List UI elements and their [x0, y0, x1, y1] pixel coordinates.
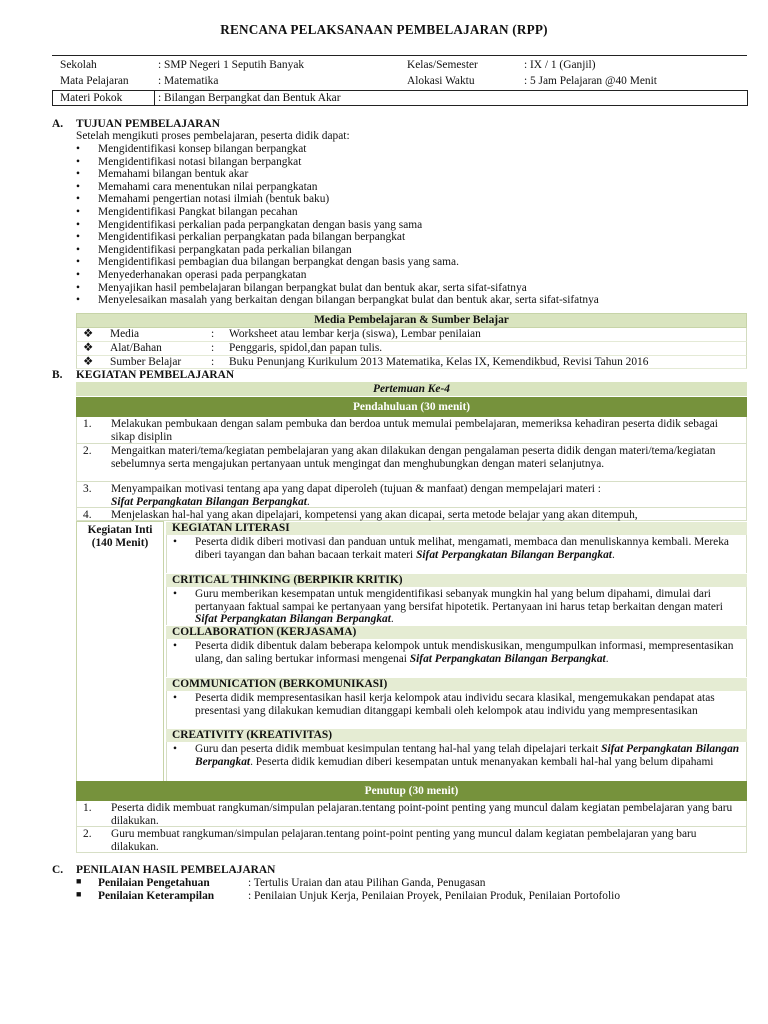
section-c-title: PENILAIAN HASIL PEMBELAJARAN — [76, 864, 276, 876]
pendahuluan-band: Pendahuluan (30 menit) — [76, 397, 747, 417]
square-bullet-icon: ■ — [76, 876, 82, 886]
creativity-body — [166, 742, 747, 782]
communication-text: Peserta didik mempresentasikan hasil kerja kelompok atau individu secara klasikal, mengemukakan pendapat atas presentasi yang dilakukan kemudian ditanggapi kembali oleh kelompok atau individu yang mempresentasikan — [195, 692, 715, 717]
table-row — [76, 482, 747, 508]
penutup-band: Penutup (30 menit) — [76, 781, 747, 801]
alat-colon: : — [211, 341, 215, 354]
media-table — [76, 313, 747, 369]
communication-body — [166, 691, 747, 729]
item-text: Peserta didik membuat rangkuman/simpulan pelajaran.tentang point-point penting yang muncul dalam kegiatan pembelajaran yang baru dilakukan. — [111, 802, 733, 827]
critical-thinking-text-after: . — [390, 613, 394, 626]
alokasi-value: : 5 Jam Pelajaran @40 Menit — [524, 75, 657, 87]
section-c-letter: C. — [52, 864, 64, 876]
table-row — [76, 508, 747, 521]
critical-thinking-header: CRITICAL THINKING (BERPIKIR KRITIK) — [166, 574, 747, 587]
square-bullet-icon: ■ — [76, 889, 82, 899]
item-text: Mengaitkan materi/tema/kegiatan pembelajaran yang akan dilakukan dengan pengalaman peserta didik dengan materi/tema/kegiatan sebelumnya serta mengajukan pertanyaan untuk mengingat dan menghubungkan dengan materi selanjutnya. — [111, 445, 716, 470]
alat-value: Penggaris, spidol,dan papan tulis. — [229, 341, 383, 354]
critical-thinking-text-plain: Guru memberikan kesempatan untuk mengidentifikasi sebanyak mungkin hal yang belum dipahami, dimulai dari pertanyaan faktual sampai ke pertanyaan yang bersifat hipotetik. Pertanyaan ini harus tetap berkaitan dengan materi — [195, 588, 723, 613]
critical-thinking-text-emphasis: Sifat Perpangkatan Bilangan Berpangkat — [195, 613, 391, 626]
list-item: • Mengidentifikasi notasi bilangan berpangkat — [76, 156, 599, 169]
penilaian-value: : Tertulis Uraian dan atau Pilihan Ganda, Penugasan — [248, 877, 486, 889]
table-row — [76, 827, 747, 853]
section-a-title: TUJUAN PEMBELAJARAN — [76, 118, 220, 130]
kelas-label: Kelas/Semester — [407, 59, 478, 71]
list-item: • Memahami pengertian notasi ilmiah (bentuk baku) — [76, 193, 599, 206]
alat-label: Alat/Bahan — [110, 341, 162, 354]
creativity-text-plain: Guru dan peserta didik membuat kesimpulan tentang hal-hal yang telah dipelajari terkait — [195, 743, 602, 755]
media-value: Worksheet atau lembar kerja (siswa), Lembar penilaian — [229, 328, 481, 340]
collaboration-text-emphasis: Sifat Perpangkatan Bilangan Berpangkat — [409, 652, 606, 665]
diamond-bullet-icon: ❖ — [83, 341, 94, 354]
sekolah-label: Sekolah — [60, 59, 97, 71]
item-number: 1. — [83, 802, 92, 814]
media-colon: : — [211, 328, 215, 340]
list-item: • Mengidentifikasi pembagian dua bilangan berpangkat dengan basis yang sama. — [76, 256, 599, 269]
item-text-after: . — [306, 495, 310, 508]
bullet-icon: • — [173, 692, 177, 704]
list-item: • Menyajikan hasil pembelajaran bilangan berpangkat bulat dan bentuk akar, serta sifat-sifatnya — [76, 282, 599, 295]
item-number: 2. — [83, 828, 92, 840]
materi-label: Materi Pokok — [60, 92, 123, 104]
critical-thinking-text — [195, 588, 743, 626]
section-a-letter: A. — [52, 118, 64, 130]
diamond-bullet-icon: ❖ — [83, 355, 94, 368]
mapel-label: Mata Pelajaran — [60, 75, 129, 87]
penilaian-label: Penilaian Keterampilan — [98, 890, 215, 902]
table-row — [76, 444, 747, 482]
table-row — [76, 417, 747, 444]
literasi-header: KEGIATAN LITERASI — [166, 522, 747, 535]
kegiatan-inti-label: Kegiatan Inti — [87, 524, 153, 536]
list-item: • Mengidentifikasi konsep bilangan berpangkat — [76, 143, 599, 156]
item-text — [111, 483, 741, 508]
list-item: • Mengidentifikasi perkalian perpangkatan pada bilangan berpangkat — [76, 231, 599, 244]
pertemuan-header: Pertemuan Ke-4 — [76, 382, 747, 396]
creativity-header: CREATIVITY (KREATIVITAS) — [166, 729, 747, 742]
bullet-icon: • — [173, 588, 177, 600]
alokasi-label: Alokasi Waktu — [407, 75, 475, 87]
table-row — [76, 328, 747, 342]
list-item: • Menyelesaikan masalah yang berkaitan dengan bilangan berpangkat bulat dan bentuk akar, serta sifat-sifatnya — [76, 294, 599, 307]
item-text: Melakukan pembukaan dengan salam pembuka dan berdoa untuk memulai pembelajaran, memeriksa kehadiran peserta didik sebagai sikap disiplin — [111, 418, 718, 443]
sumber-label: Sumber Belajar — [110, 355, 182, 368]
penilaian-label: Penilaian Pengetahuan — [98, 877, 210, 889]
literasi-text-after: . — [611, 548, 615, 561]
collaboration-body — [166, 639, 747, 677]
section-b-letter: B. — [52, 369, 63, 381]
table-row — [76, 342, 747, 356]
literasi-text-emphasis: Sifat Perpangkatan Bilangan Berpangkat — [416, 548, 612, 561]
critical-thinking-body — [166, 587, 747, 625]
literasi-body — [166, 535, 747, 573]
collaboration-text-plain: Peserta didik dibentuk dalam beberapa kelompok untuk mendiskusikan, mengumpulkan informasi, mempresentasikan ulang, dan saling bertukar informasi mengenai — [195, 640, 734, 665]
section-b-heading — [52, 369, 234, 381]
document-title: RENCANA PELAKSANAAN PEMBELAJARAN (RPP) — [220, 22, 548, 37]
goals-list — [76, 143, 599, 307]
sekolah-value: : SMP Negeri 1 Seputih Banyak — [158, 59, 305, 71]
materi-row — [52, 90, 748, 106]
item-number: 3. — [83, 483, 92, 495]
media-label: Media — [110, 328, 140, 340]
kelas-value: : IX / 1 (Ganjil) — [524, 59, 596, 71]
mapel-value: : Matematika — [158, 75, 219, 87]
literasi-text-plain: Peserta didik diberi motivasi dan panduan untuk melihat, mengamati, membaca dan menuliskannya kembali. Mereka diberi tayangan dan bahan bacaan terkait materi — [195, 536, 729, 561]
list-item: • Mengidentifikasi perpangkatan pada perkalian bilangan — [76, 244, 599, 257]
kegiatan-inti-label-cell — [76, 521, 164, 783]
diamond-bullet-icon: ❖ — [83, 328, 94, 340]
item-text: Guru membuat rangkuman/simpulan pelajaran.tentang point-point penting yang muncul dalam kegiatan pembelajaran yang baru dilakukan. — [111, 828, 697, 853]
table-row — [76, 356, 747, 370]
item-text-plain: Menyampaikan motivasi tentang apa yang dapat diperoleh (tujuan & manfaat) dengan mempelajari materi : — [111, 483, 601, 495]
bullet-icon: • — [173, 743, 177, 755]
communication-header: COMMUNICATION (BERKOMUNIKASI) — [166, 678, 747, 691]
item-number: 1. — [83, 418, 92, 430]
item-text: Menjelaskan hal-hal yang akan dipelajari, kompetensi yang akan dicapai, serta metode belajar yang akan ditempuh, — [111, 509, 638, 521]
item-number: 4. — [83, 509, 92, 521]
sumber-value: Buku Penunjang Kurikulum 2013 Matematika, Kelas IX, Kemendikbud, Revisi Tahun 2016 — [229, 355, 649, 368]
creativity-text-after: . Peserta didik kemudian diberi kesempatan untuk menanyakan kembali hal-hal yang belum dipahami — [250, 755, 714, 768]
bullet-icon: • — [173, 536, 177, 548]
creativity-text-emphasis: Sifat Perpangkatan Bilangan Berpangkat — [195, 743, 740, 768]
identity-top-rule — [52, 55, 747, 56]
list-item: • Memahami cara menentukan nilai perpangkatan — [76, 181, 599, 194]
kegiatan-inti-time: (140 Menit) — [91, 537, 149, 549]
table-row — [76, 801, 747, 827]
media-table-header: Media Pembelajaran & Sumber Belajar — [76, 313, 747, 328]
literasi-text — [195, 536, 743, 561]
bullet-icon: • — [173, 640, 177, 652]
sumber-colon: : — [211, 355, 215, 368]
identity-row-2 — [52, 74, 747, 88]
collaboration-text-after: . — [605, 652, 609, 665]
penilaian-value: : Penilaian Unjuk Kerja, Penilaian Proyek, Penilaian Produk, Penilaian Portofolio — [248, 890, 621, 902]
section-c-heading — [52, 864, 275, 876]
creativity-text — [195, 743, 743, 768]
section-a-heading — [52, 118, 220, 130]
section-a-intro: Setelah mengikuti proses pembelajaran, peserta didik dapat: — [76, 130, 350, 142]
list-item: • Mengidentifikasi Pangkat bilangan pecahan — [76, 206, 599, 219]
collaboration-header: COLLABORATION (KERJASAMA) — [166, 626, 747, 639]
identity-row-1 — [52, 58, 747, 72]
list-item: • Mengidentifikasi perkalian pada perpangkatan dengan basis yang sama — [76, 219, 599, 232]
list-item: • Menyederhanakan operasi pada perpangkatan — [76, 269, 599, 282]
item-number: 2. — [83, 445, 92, 457]
list-item: • Memahami bilangan bentuk akar — [76, 168, 599, 181]
section-b-title: KEGIATAN PEMBELAJARAN — [76, 369, 235, 381]
collaboration-text — [195, 640, 743, 665]
materi-divider — [154, 91, 155, 105]
materi-value: : Bilangan Berpangkat dan Bentuk Akar — [158, 92, 341, 104]
item-text-emphasis: Sifat Perpangkatan Bilangan Berpangkat — [111, 495, 307, 508]
